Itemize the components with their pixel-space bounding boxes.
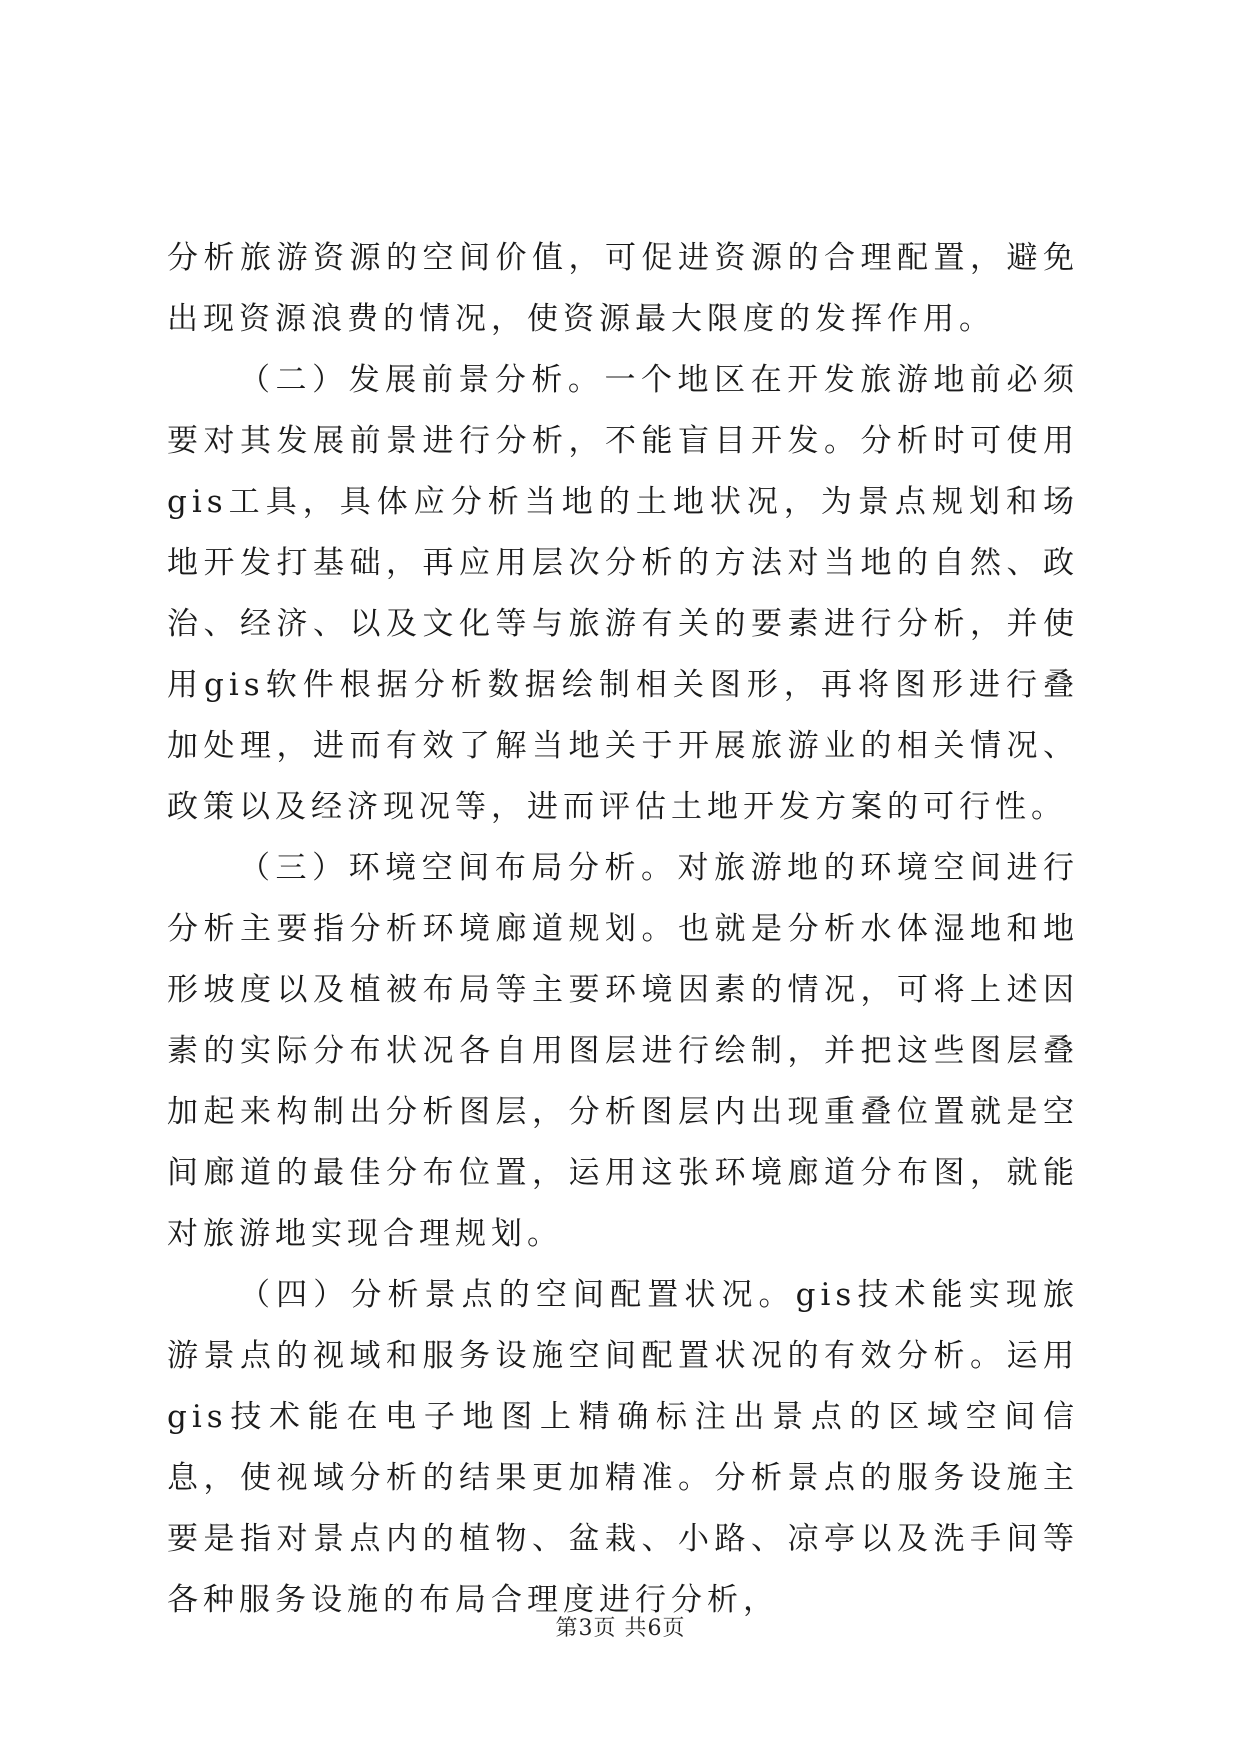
paragraph-environment-layout: （三）环境空间布局分析。对旅游地的环境空间进行分析主要指分析环境廊道规划。也就是分析水体湿地和地形坡度以及植被布局等主要环境因素的情况，可将上述因素的实际分布状况各自用图层进行绘制，并把这些图层叠加起来构制出分析图层，分析图层内出现重叠位置就是空间廊道的最佳分布位置，运用这张环境廊道分布图，就能对旅游地实现合理规划。 xyxy=(167,850,1079,1252)
paragraph-development-prospect: （二）发展前景分析。一个地区在开发旅游地前必须要对其发展前景进行分析，不能盲目开发。分析时可使用gis工具，具体应分析当地的土地状况，为景点规划和场地开发打基础，再应用层次分析的方法对当地的自然、政治、经济、以及文化等与旅游有关的要素进行分析，并使用gis软件根据分析数据绘制相关图形，再将图形进行叠加处理，进而有效了解当地关于开展旅游业的相关情况、政策以及经济现况等，进而评估土地开发方案的可行性。 xyxy=(167,362,1079,825)
page-number-footer: 第3页 共6页 xyxy=(555,1616,686,1641)
paragraph-scenic-spot-config: （四）分析景点的空间配置状况。gis技术能实现旅游景点的视域和服务设施空间配置状况的有效分析。运用gis技术能在电子地图上精确标注出景点的区域空间信息，使视域分析的结果更加精准。分析景点的服务设施主要是指对景点内的植物、盆栽、小路、凉亭以及洗手间等各种服务设施的布局合理度进行分析， xyxy=(167,1277,1079,1618)
document-body xyxy=(167,228,1079,1631)
paragraph-continuation: 分析旅游资源的空间价值，可促进资源的合理配置，避免出现资源浪费的情况，使资源最大限度的发挥作用。 xyxy=(167,240,1079,337)
